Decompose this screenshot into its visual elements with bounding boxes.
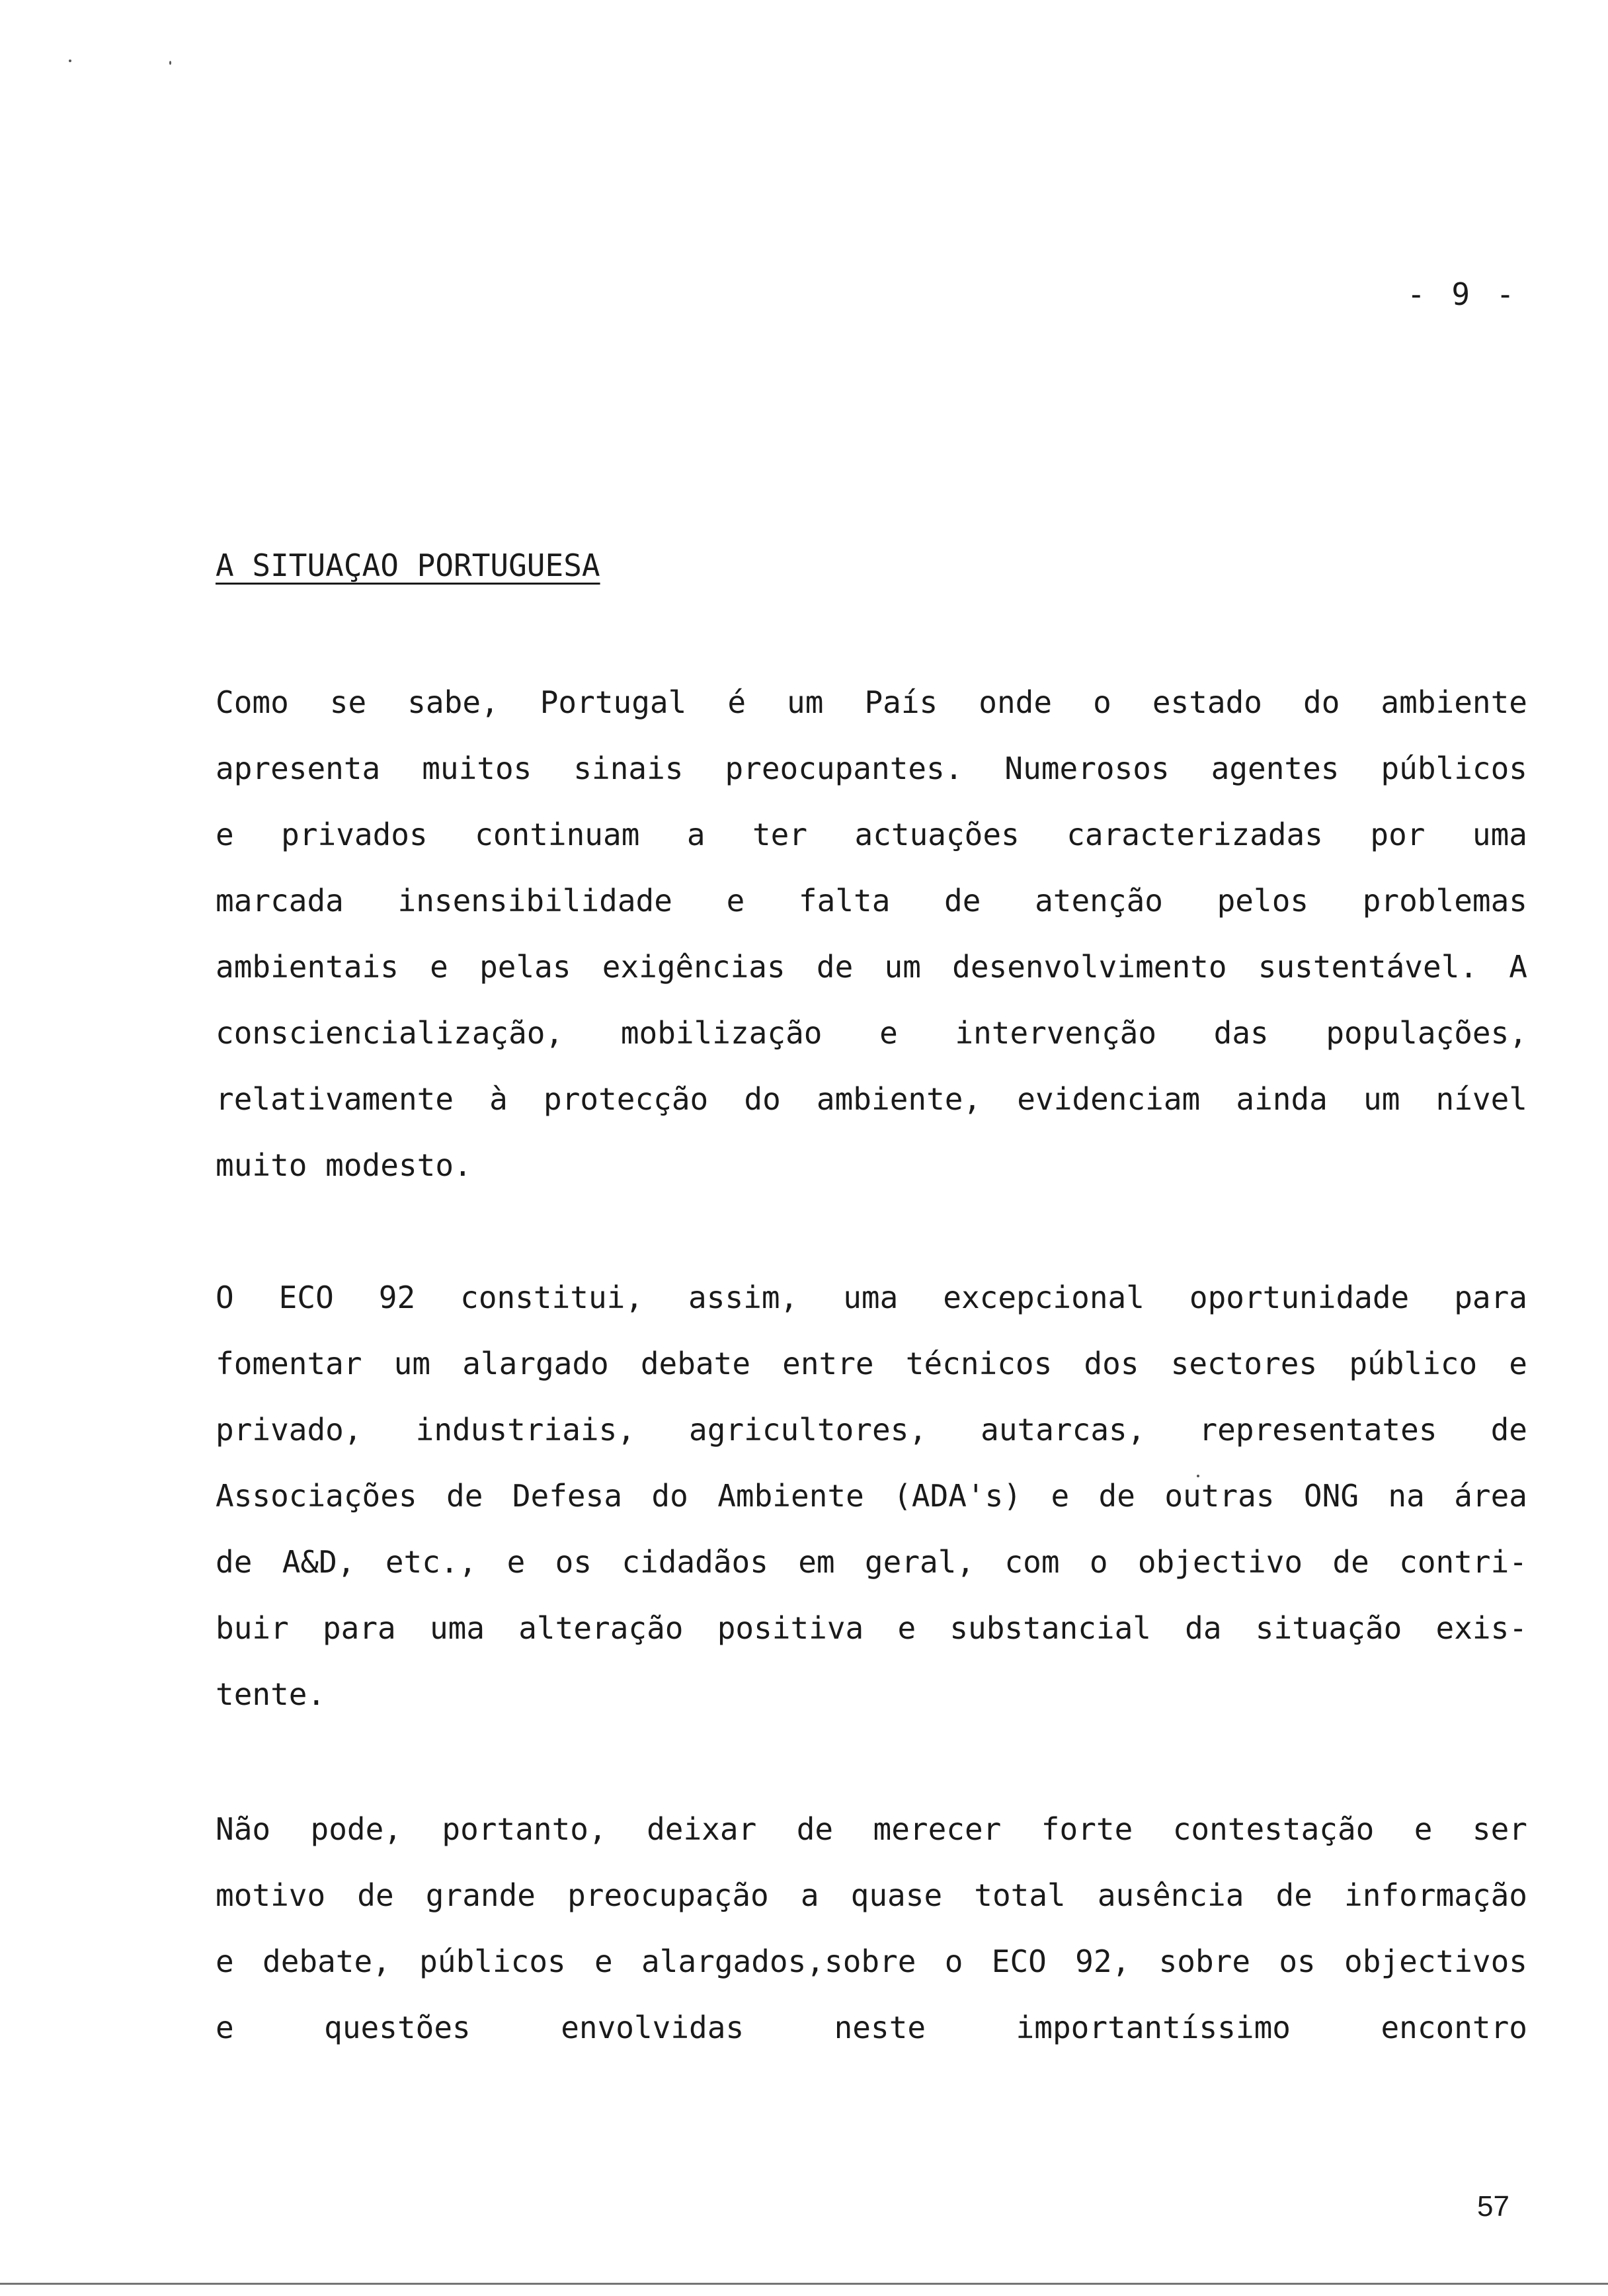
scan-speck	[1197, 1475, 1199, 1477]
text-line: marcada insensibilidade e falta de atenção pelos problemas	[216, 883, 1527, 919]
text-line: Como se sabe, Portugal é um País onde o estado do ambiente	[216, 684, 1527, 720]
text-line: e privados continuam a ter actuações caracterizadas por uma	[216, 817, 1527, 852]
text-line: Não pode, portanto, deixar de merecer forte contestação e ser	[216, 1811, 1527, 1847]
page-number-top: - 9 -	[1407, 276, 1519, 312]
text-line: O ECO 92 constitui, assim, uma excepcional oportunidade para	[216, 1280, 1527, 1315]
scan-speck	[69, 60, 71, 62]
paragraph-3	[216, 1796, 1527, 2061]
text-line: privado, industriais, agricultores, autarcas, representates de	[216, 1412, 1527, 1448]
text-line: buir para uma alteração positiva e substancial da situação exis-	[216, 1610, 1527, 1646]
text-line: apresenta muitos sinais preocupantes. Numerosos agentes públicos	[216, 751, 1527, 786]
text-line: Associações de Defesa do Ambiente (ADA's) e de outras ONG na área	[216, 1478, 1527, 1514]
text-line: relativamente à protecção do ambiente, evidenciam ainda um nível	[216, 1081, 1527, 1117]
page-number-bottom: 57	[1477, 2190, 1509, 2223]
text-line: muito modesto.	[216, 1147, 472, 1183]
paragraph-1	[216, 669, 1527, 1198]
text-line: ambientais e pelas exigências de um desenvolvimento sustentável. A	[216, 949, 1527, 985]
text-line: de A&D, etc., e os cidadãos em geral, com o objectivo de contri-	[216, 1544, 1527, 1580]
section-title: A SITUAÇAO PORTUGUESA	[216, 548, 600, 583]
text-line: motivo de grande preocupação a quase total ausência de informação	[216, 1877, 1527, 1913]
scan-speck	[169, 61, 171, 65]
text-line: e debate, públicos e alargados,sobre o ECO 92, sobre os objectivos	[216, 1944, 1527, 1979]
scan-bottom-edge	[0, 2283, 1608, 2285]
text-line: consciencialização, mobilização e intervenção das populações,	[216, 1015, 1527, 1051]
text-line: tente.	[216, 1676, 326, 1712]
text-line: e questões envolvidas neste importantíssimo encontro	[216, 2010, 1527, 2045]
paragraph-2	[216, 1264, 1527, 1727]
text-line: fomentar um alargado debate entre técnicos dos sectores público e	[216, 1346, 1527, 1381]
